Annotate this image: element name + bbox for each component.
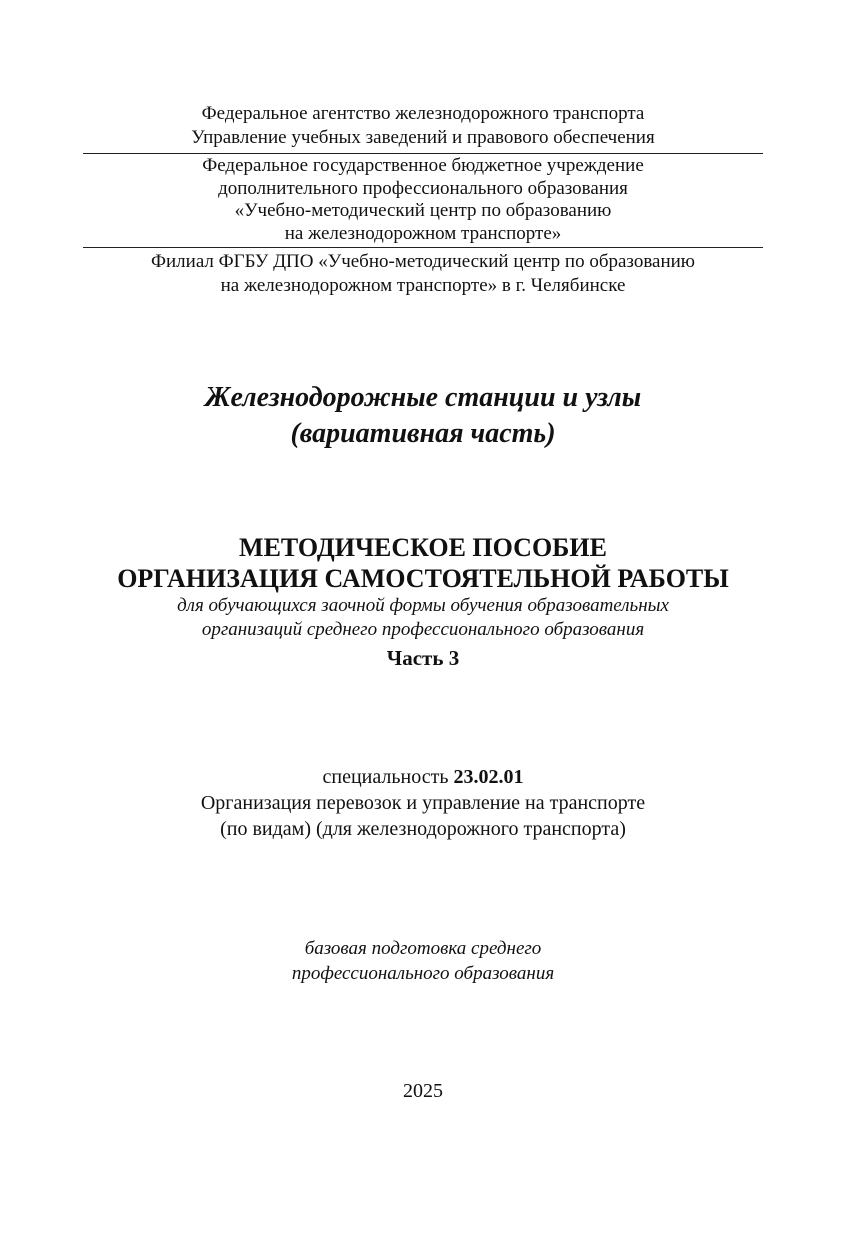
audience-line: для обучающихся заочной формы обучения образовательных — [177, 595, 669, 616]
header-divider-top — [83, 153, 763, 154]
year-text: 2025 — [403, 1080, 443, 1102]
subject-note: (вариативная часть) — [290, 418, 556, 449]
institution-line: дополнительного профессионального образования — [218, 177, 628, 199]
specialty-block — [83, 764, 763, 842]
education-level-line: базовая подготовка среднего — [304, 938, 542, 959]
institution-line: Федеральное государственное бюджетное учреждение — [202, 155, 644, 176]
specialty-name-line: Организация перевозок и управление на транспорте — [200, 792, 646, 814]
institution-line: «Учебно-методический центр по образованию — [234, 200, 612, 221]
manual-type-line: МЕТОДИЧЕСКОЕ ПОСОБИЕ — [239, 533, 607, 562]
specialty-code-line — [83, 764, 763, 790]
audience-line: организаций среднего профессионального образования — [201, 618, 645, 640]
specialty-label: специальность — [322, 766, 449, 788]
specialty-name-line: (по видам) (для железнодорожного транспорта) — [220, 818, 626, 840]
agency-line: Федеральное агентство железнодорожного транспорта — [201, 103, 645, 124]
institution-line: на железнодорожном транспорте» — [284, 222, 562, 244]
manual-topic-line: ОРГАНИЗАЦИЯ САМОСТОЯТЕЛЬНОЙ РАБОТЫ — [117, 564, 729, 593]
subject-title — [83, 380, 763, 452]
specialty-code: 23.02.01 — [453, 766, 524, 788]
header-divider-bottom — [83, 247, 763, 248]
agency-block — [83, 102, 763, 150]
branch-line: на железнодорожном транспорте» в г. Челябинске — [220, 275, 626, 296]
branch-line: Филиал ФГБУ ДПО «Учебно-методический центр по образованию — [150, 251, 695, 272]
institution-block — [83, 155, 763, 245]
agency-department-line: Управление учебных заведений и правового обеспечения — [191, 127, 655, 148]
part-number — [83, 644, 763, 672]
part-label: Часть 3 — [386, 646, 460, 670]
branch-block — [83, 250, 763, 298]
audience-block — [83, 594, 763, 641]
education-level — [83, 936, 763, 986]
publication-year — [83, 1078, 763, 1104]
subject-name: Железнодорожные станции и узлы — [204, 382, 642, 413]
manual-type — [83, 532, 763, 594]
education-level-line: профессионального образования — [291, 963, 555, 984]
